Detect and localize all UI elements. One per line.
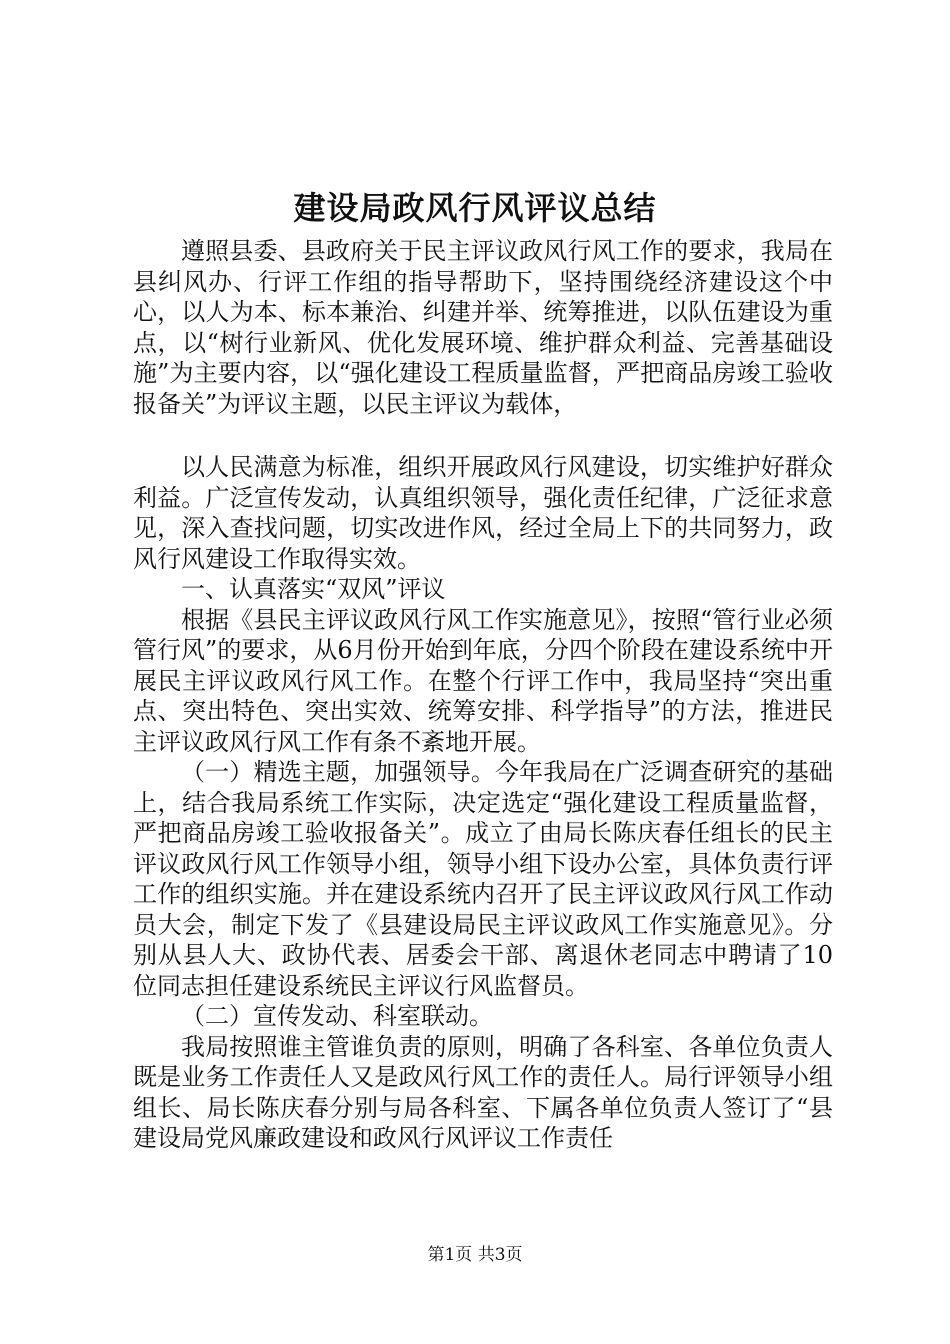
section-heading: 一、认真落实“双风”评议: [181, 575, 446, 603]
page-footer: 第1页 共3页: [427, 1245, 523, 1265]
paragraph: 我局按照谁主管谁负责的原则，明确了各科室、各单位负责人既是业务工作责任人又是政风行风工作的责任人。局行评领导小组组长、局长陈庆春分别与局各科室、下属各单位负责人签订了“县建设局党风廉政建设和政风行风评议工作责任: [133, 1032, 833, 1152]
paragraph: 遵照县委、县政府关于民主评议政风行风工作的要求，我局在县纠风办、行评工作组的指导帮助下，坚持围绕经济建设这个中心，以人为本、标本兼治、纠建并举、统筹推进，以队伍建设为重点，以“树行业新风、优化发展环境、维护群众利益、完善基础设施”为主要内容，以“强化建设工程质量监督，严把商品房竣工验收报备关”为评议主题，以民主评议为载体，: [133, 237, 833, 418]
body-block-1: [133, 236, 833, 419]
document-title: 建设局政风行风评议总结: [293, 189, 657, 227]
sub-heading: （二）宣传发动、科室联动。: [181, 1002, 493, 1030]
paragraph: 根据《县民主评议政风行风工作实施意见》，按照“管行业必须管行风”的要求，从6月份开始到年底，分四个阶段在建设系统中开展民主评议政风行风工作。在整个行评工作中，我局坚持“突出重点、突出特色、突出实效、统筹安排、科学指导”的方法，推进民主评议政风行风工作有条不紊地开展。: [133, 605, 833, 756]
paragraph: （一）精选主题，加强领导。今年我局在广泛调查研究的基础上，结合我局系统工作实际，决定选定“强化建设工程质量监督，严把商品房竣工验收报备关”。成立了由局长陈庆春任组长的民主评议政风行风工作领导小组，领导小组下设办公室，具体负责行评工作的组织实施。并在建设系统内召开了民主评议政风行风工作动员大会，制定下发了《县建设局民主评议政风工作实施意见》。分别从县人大、政协代表、居委会干部、离退休老同志中聘请了10位同志担任建设系统民主评议行风监督员。: [133, 758, 833, 1000]
body-block-2: [133, 452, 833, 1154]
paragraph: 以人民满意为标准，组织开展政风行风建设，切实维护好群众利益。广泛宣传发动，认真组织领导，强化责任纪律，广泛征求意见，深入查找问题，切实改进作风，经过全局上下的共同努力，政风行风建设工作取得实效。: [133, 453, 833, 573]
